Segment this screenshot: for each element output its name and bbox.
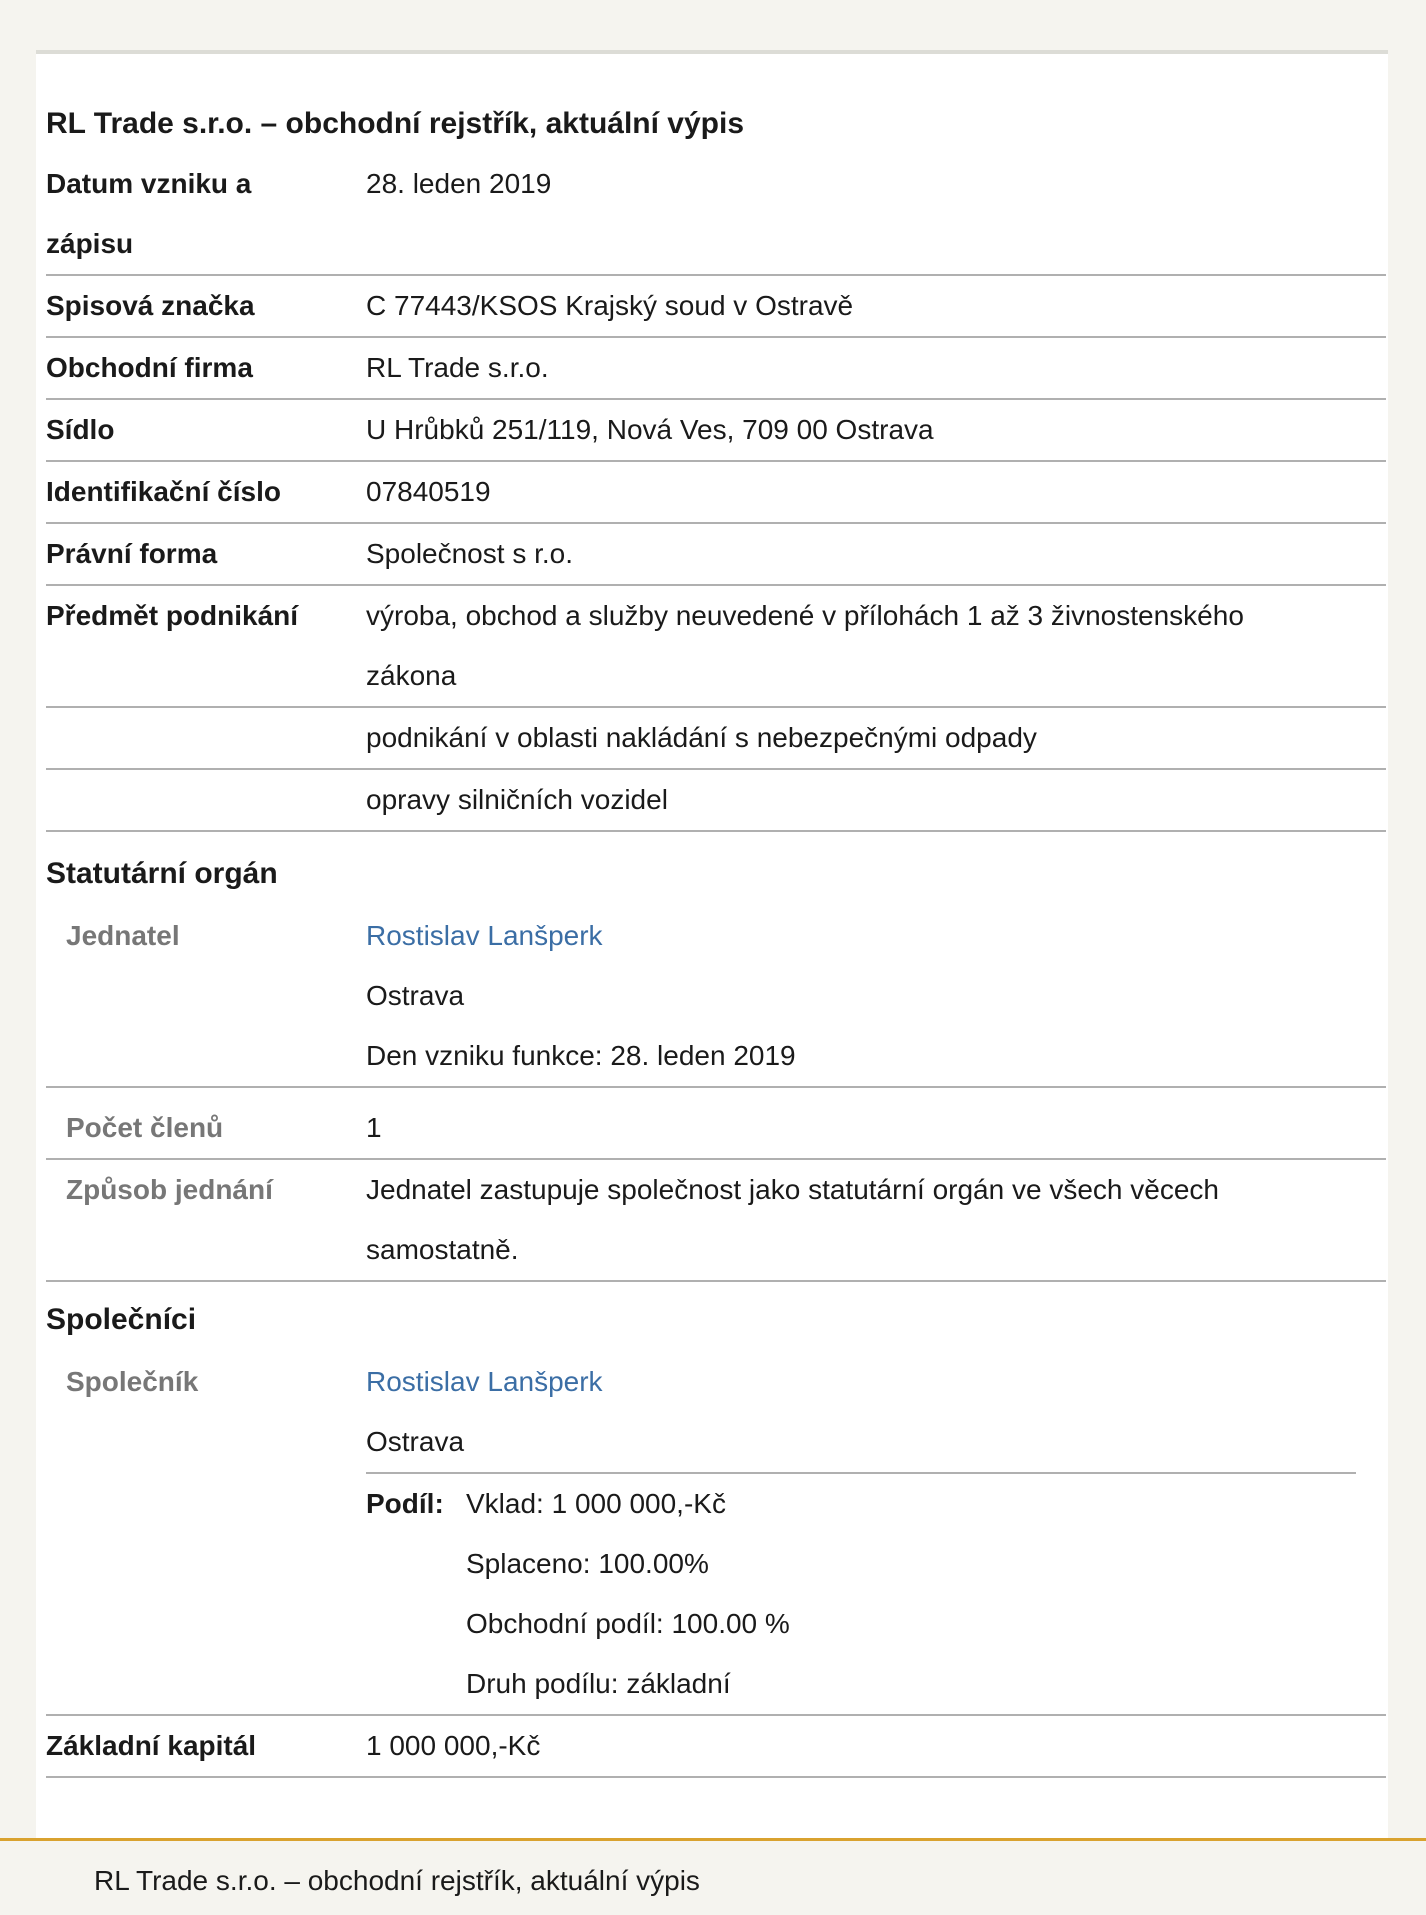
row-firma (46, 338, 1386, 400)
value-jednatel (366, 906, 1386, 1086)
row-spolecnik (46, 1352, 1386, 1716)
value-sidlo: U Hrůbků 251/119, Nová Ves, 709 00 Ostrava (366, 414, 934, 445)
row-datum (46, 154, 1386, 276)
row-spis (46, 276, 1386, 338)
podil-vklad: Vklad: 1 000 000,-Kč (466, 1488, 726, 1519)
label-forma: Právní forma (46, 538, 218, 569)
row-jednatel (46, 906, 1386, 1088)
row-sidlo (46, 400, 1386, 462)
heading-statutarni: Statutární orgán (46, 857, 278, 890)
label-firma: Obchodní firma (46, 352, 253, 383)
row-pocet (46, 1088, 1386, 1160)
label-empty (46, 770, 366, 830)
podil-values (466, 1474, 1386, 1714)
podil-obchodni: Obchodní podíl: 100.00 % (466, 1608, 790, 1639)
label-empty (46, 708, 366, 768)
label-sidlo: Sídlo (46, 414, 115, 445)
value-zpusob (366, 1160, 1386, 1280)
register-content (46, 104, 1386, 1778)
value-datum: 28. leden 2019 (366, 168, 552, 199)
label-zpusob: Způsob jednání (66, 1174, 273, 1205)
row-predmet-2 (46, 708, 1386, 770)
value-pocet: 1 (366, 1112, 382, 1143)
label-pocet: Počet členů (66, 1112, 224, 1143)
spolecnik-name-link[interactable]: Rostislav Lanšperk (366, 1366, 603, 1397)
register-card (36, 50, 1388, 1838)
value-firma: RL Trade s.r.o. (366, 352, 549, 383)
jednatel-since: Den vzniku funkce: 28. leden 2019 (366, 1040, 796, 1071)
value-forma: Společnost s r.o. (366, 538, 574, 569)
label-ico: Identifikační číslo (46, 476, 281, 507)
value-spolecnik (366, 1352, 1386, 1714)
value-predmet-3: opravy silničních vozidel (366, 784, 668, 815)
zpusob-line2: samostatně. (366, 1234, 519, 1265)
podil-block (366, 1474, 1386, 1714)
row-ico (46, 462, 1386, 524)
row-predmet-3 (46, 770, 1386, 832)
spolecnik-city: Ostrava (366, 1426, 465, 1457)
label-jednatel: Jednatel (66, 920, 180, 951)
podil-splaceno: Splaceno: 100.00% (466, 1548, 709, 1579)
label-kapital: Základní kapitál (46, 1730, 257, 1761)
predmet-1-line2: zákona (366, 660, 457, 691)
label-spis: Spisová značka (46, 290, 255, 321)
label-datum-line1: Datum vzniku a (46, 168, 252, 199)
row-kapital (46, 1716, 1386, 1778)
page-title: RL Trade s.r.o. – obchodní rejstřík, aktuální výpis (46, 107, 744, 140)
row-predmet-1 (46, 586, 1386, 708)
heading-spolecnici: Společníci (46, 1303, 197, 1336)
value-spis: C 77443/KSOS Krajský soud v Ostravě (366, 290, 854, 321)
value-kapital: 1 000 000,-Kč (366, 1730, 541, 1761)
value-ico: 07840519 (366, 476, 491, 507)
jednatel-city: Ostrava (366, 980, 465, 1011)
footer (0, 1838, 1426, 1915)
value-predmet-2: podnikání v oblasti nakládání s nebezpečnými odpady (366, 722, 1037, 753)
footer-text: RL Trade s.r.o. – obchodní rejstřík, aktuální výpis (94, 1865, 700, 1896)
row-zpusob (46, 1160, 1386, 1282)
row-forma (46, 524, 1386, 586)
jednatel-name-link[interactable]: Rostislav Lanšperk (366, 920, 603, 951)
value-predmet-1 (366, 586, 1386, 706)
label-predmet: Předmět podnikání (46, 600, 299, 631)
predmet-1-line1: výroba, obchod a služby neuvedené v přílohách 1 až 3 živnostenského (366, 600, 1244, 631)
zpusob-line1: Jednatel zastupuje společnost jako statutární orgán ve všech věcech (366, 1174, 1219, 1205)
label-spolecnik: Společník (66, 1366, 199, 1397)
label-datum-line2: zápisu (46, 228, 134, 259)
label-datum (46, 154, 366, 274)
podil-label: Podíl: (366, 1488, 444, 1519)
podil-druh: Druh podílu: základní (466, 1668, 731, 1699)
